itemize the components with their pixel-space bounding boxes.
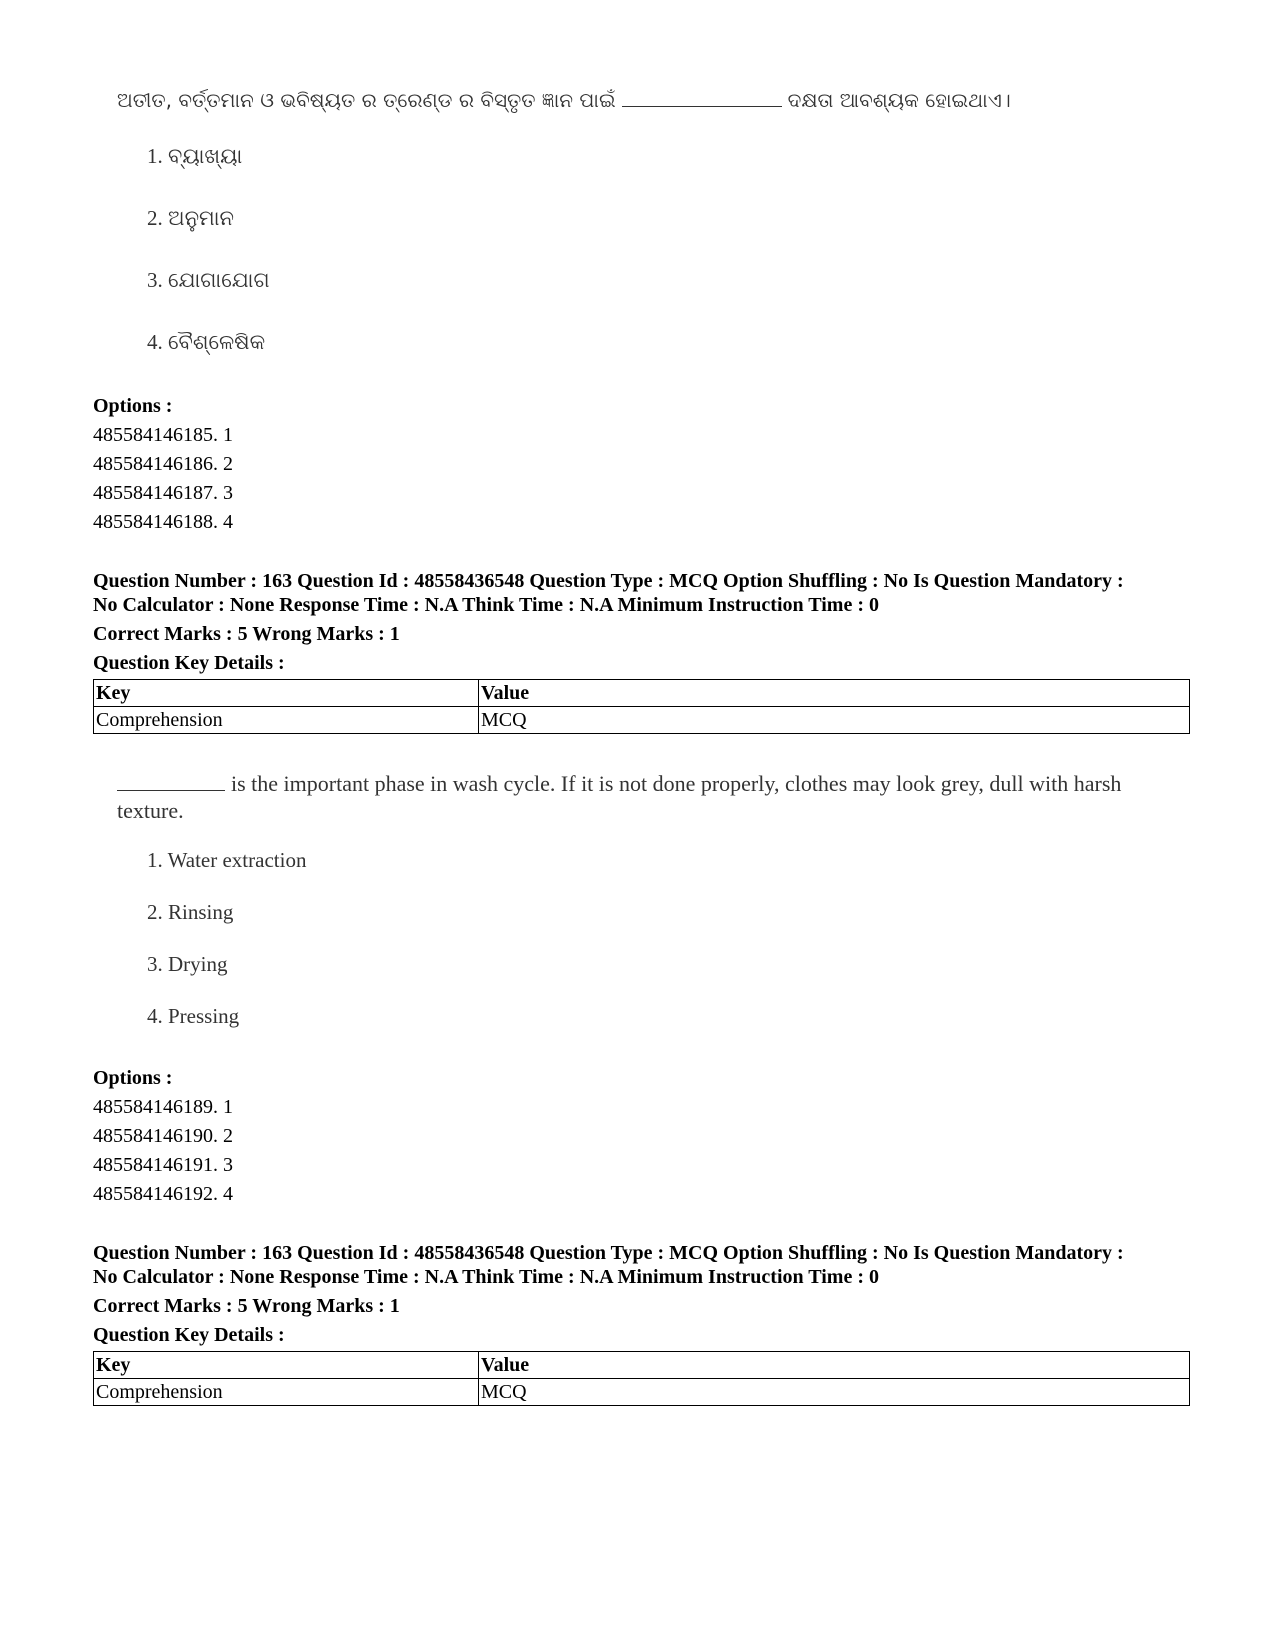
table-header-value: Value [479, 680, 1190, 707]
key-details-label: Question Key Details : [93, 1324, 285, 1346]
key-details-table [93, 679, 1190, 734]
question-image-odia [117, 86, 1117, 376]
stem-before-blank: ଅତୀତ, ବର୍ତ୍ତମାନ ଓ ଭବିଷ୍ୟତ ର ତ୍ରେଣ୍ଡ ର ବିସ୍ତୃତ ଜ୍ଞାନ ପାଇଁ [117, 88, 616, 112]
marks-line: Correct Marks : 5 Wrong Marks : 1 [93, 623, 400, 645]
table-cell-key: Comprehension [94, 1379, 479, 1406]
marks-line: Correct Marks : 5 Wrong Marks : 1 [93, 1295, 400, 1317]
table-cell-value: MCQ [479, 1379, 1190, 1406]
question-meta-line-2: No Calculator : None Response Time : N.A Think Time : N.A Minimum Instruction Time : 0 [93, 1266, 879, 1288]
table-cell-value: MCQ [479, 707, 1190, 734]
table-header-key: Key [94, 680, 479, 707]
option-id-row: 485584146190. 2 [93, 1125, 233, 1147]
question-option-1: 1. Water extraction [147, 848, 307, 872]
question-option-3: 3. ଯୋଗାଯୋଗ [147, 268, 270, 292]
table-header-value: Value [479, 1352, 1190, 1379]
answer-blank [622, 86, 782, 107]
question-meta-line-1: Question Number : 163 Question Id : 48558436548 Question Type : MCQ Option Shuffling : No Is Question Mandatory : [93, 1242, 1124, 1264]
table-row [94, 707, 1190, 734]
option-id-row: 485584146186. 2 [93, 453, 233, 475]
question-stem [117, 770, 1147, 824]
option-id-row: 485584146191. 3 [93, 1154, 233, 1176]
table-row [94, 1379, 1190, 1406]
question-option-4: 4. ବୈଶ୍ଳେଷିକ [147, 330, 266, 354]
stem-after-blank: ଦକ୍ଷତା ଆବଶ୍ୟକ ହୋଇଥାଏ। [787, 88, 1011, 112]
table-header-row [94, 680, 1190, 707]
key-details-table [93, 1351, 1190, 1406]
question-meta-line-1: Question Number : 163 Question Id : 48558436548 Question Type : MCQ Option Shuffling : No Is Question Mandatory : [93, 570, 1124, 592]
options-label: Options : [93, 1067, 173, 1089]
table-cell-key: Comprehension [94, 707, 479, 734]
question-meta-line-2: No Calculator : None Response Time : N.A Think Time : N.A Minimum Instruction Time : 0 [93, 594, 879, 616]
key-details-label: Question Key Details : [93, 652, 285, 674]
option-id-row: 485584146185. 1 [93, 424, 233, 446]
question-meta [93, 569, 1203, 617]
stem-text: is the important phase in wash cycle. If it is not done properly, clothes may look grey, dull with harsh texture. [117, 771, 1122, 823]
table-header-row [94, 1352, 1190, 1379]
question-option-2: 2. Rinsing [147, 900, 234, 924]
options-label: Options : [93, 395, 173, 417]
question-option-1: 1. ବ୍ୟାଖ୍ୟା [147, 144, 243, 168]
option-id-row: 485584146187. 3 [93, 482, 233, 504]
question-image-english [117, 770, 1167, 1050]
question-stem [117, 86, 1117, 114]
option-id-row: 485584146192. 4 [93, 1183, 233, 1205]
answer-blank [117, 770, 225, 791]
question-option-4: 4. Pressing [147, 1004, 240, 1028]
question-option-2: 2. ଅନୁମାନ [147, 206, 235, 230]
option-id-row: 485584146188. 4 [93, 511, 233, 533]
question-option-3: 3. Drying [147, 952, 228, 976]
table-header-key: Key [94, 1352, 479, 1379]
options-block [93, 392, 233, 537]
option-id-row: 485584146189. 1 [93, 1096, 233, 1118]
options-block [93, 1064, 233, 1209]
question-meta [93, 1241, 1203, 1289]
